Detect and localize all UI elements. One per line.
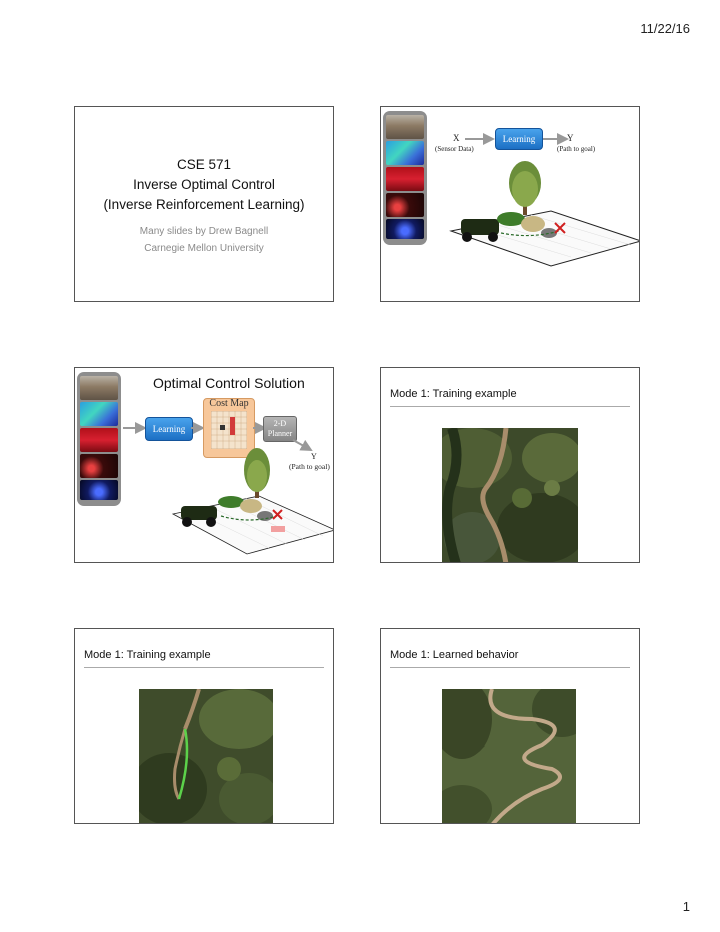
slide-heading: Mode 1: Training example [84, 649, 211, 661]
course-title: Inverse Optimal Control [133, 177, 275, 192]
aerial-terrain [139, 689, 273, 824]
terrain-illustration [441, 161, 640, 301]
heading-divider [84, 667, 324, 668]
slide-heading: Mode 1: Training example [390, 388, 517, 400]
sensor-image-strip [383, 111, 427, 245]
sensor-image-features-2 [80, 480, 118, 500]
page-date: 11/22/16 [640, 21, 690, 36]
cost-map-label: Cost Map [209, 398, 249, 409]
sensor-image-heat [386, 167, 424, 191]
slide-training-example-1 [380, 367, 640, 563]
learning-box: Learning [495, 128, 543, 150]
slide-optimal-control-title: Optimal Control Solution [153, 375, 305, 391]
x-caption: (Sensor Data) [435, 145, 474, 153]
sensor-image-features-2 [386, 219, 424, 239]
x-label: X [453, 133, 460, 143]
page-number: 1 [682, 899, 690, 914]
aerial-terrain [442, 689, 576, 824]
y-label: Y [567, 133, 574, 143]
slide-title-text [75, 155, 333, 215]
sensor-image-strip [77, 372, 121, 506]
slide-learning-diagram [380, 106, 640, 302]
sensor-image-heat [80, 428, 118, 452]
aerial-terrain [442, 428, 578, 563]
sensor-image-camera [80, 376, 118, 400]
slide-optimal-control [74, 367, 334, 563]
planner-label-line1: 2-D [273, 419, 287, 428]
sensor-image-features [386, 193, 424, 217]
credit-affiliation: Carnegie Mellon University [144, 243, 264, 254]
terrain-illustration [169, 444, 334, 562]
slide-credits [75, 223, 333, 257]
y-label: Y [311, 452, 317, 461]
slide-learned-behavior [380, 628, 640, 824]
course-code: CSE 571 [176, 157, 232, 172]
aerial-image [442, 689, 576, 824]
sensor-image-depth [80, 402, 118, 426]
sensor-image-camera [386, 115, 424, 139]
planner-label-line2: Planner [267, 429, 293, 438]
course-title-alt: (Inverse Reinforcement Learning) [103, 197, 305, 212]
sensor-image-depth [386, 141, 424, 165]
slide-title [74, 106, 334, 302]
heading-divider [390, 406, 630, 407]
credit-author: Many slides by Drew Bagnell [139, 226, 269, 237]
y-caption: (Path to goal) [557, 145, 596, 153]
flow-arrows [463, 133, 633, 147]
aerial-image [442, 428, 578, 563]
slide-heading: Mode 1: Learned behavior [390, 649, 519, 661]
y-caption: (Path to goal) [289, 462, 330, 471]
learning-box: Learning [145, 417, 193, 441]
aerial-image [139, 689, 273, 824]
sensor-image-features [80, 454, 118, 478]
slide-training-example-2 [74, 628, 334, 824]
heading-divider [390, 667, 630, 668]
